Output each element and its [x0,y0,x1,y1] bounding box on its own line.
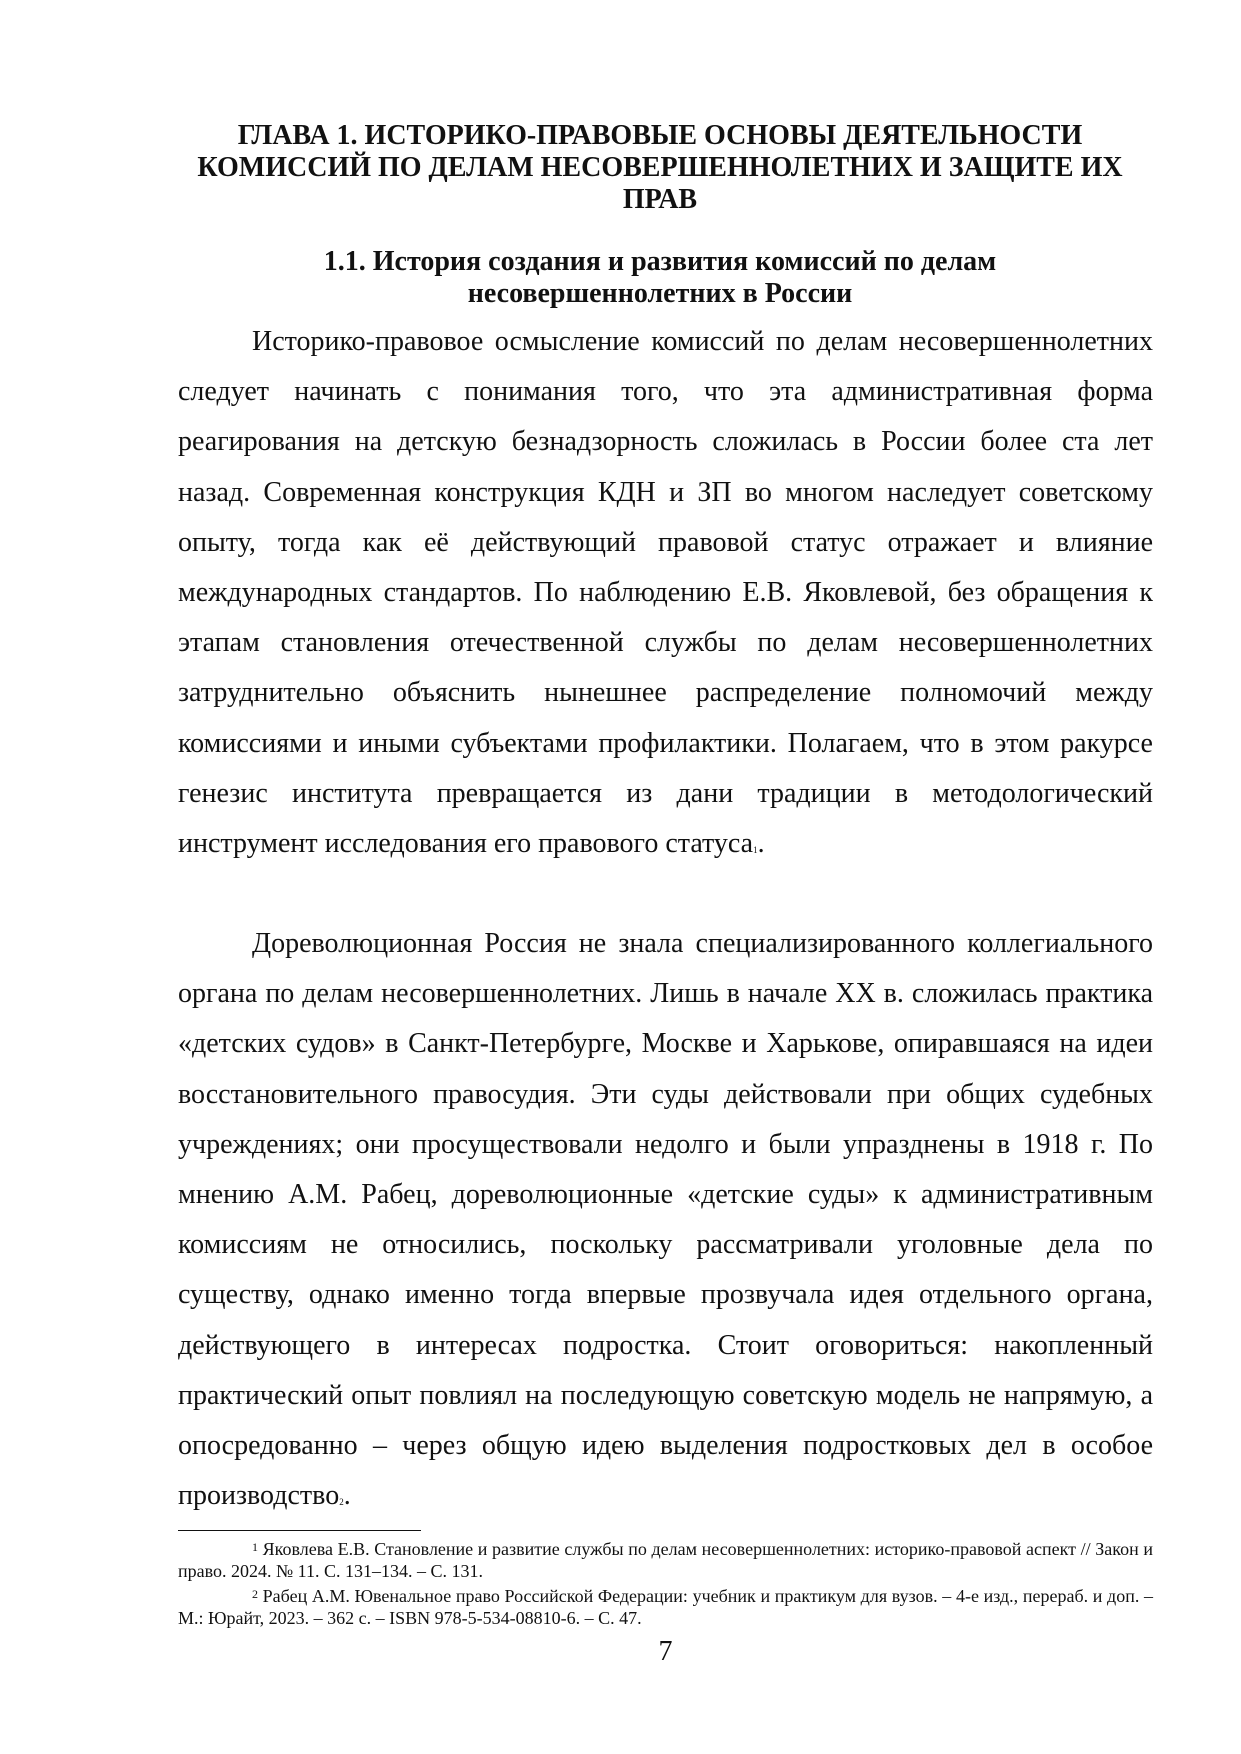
footnote [178,1585,1153,1629]
paragraph-text: Дореволюционная Россия не знала специализированного коллегиального органа по делам несовершеннолетних. Лишь в начале XX в. сложилась практика «детских судов» в Санкт-Петербурге, Москве и Харькове, опиравшаяся на идеи восстановительного правосудия. Эти суды действовали при общих судебных учреждениях; они просуществовали недолго и были упразднены в 1918 г. По мнению А.М. Рабец, дореволюционные «детские суды» к административным комиссиям не относились, поскольку рассматривали уголовные дела по существу, однако именно тогда впервые прозвучала идея отдельного органа, действующего в интересах подростка. Стоит оговориться: накопленный практический опыт повлиял на последующую советскую модель не напрямую, а опосредованно – через общую идею выделения подростковых дел в особое производство [178,928,1153,1512]
paragraph-text: Историко-правовое осмысление комиссий по делам несовершеннолетних следует начинать с понимания того, что эта административная форма реагирования на детскую безнадзорность сложилась в России более ста лет назад. Современная конструкция КДН и ЗП во многом наследует советскому опыту, тогда как её действующий правовой статус отражает и влияние международных стандартов. По наблюдению Е.В. Яковлевой, без обращения к этапам становления отечественной службы по делам несовершеннолетних затруднительно объяснить нынешнее распределение полномочий между комиссиями и иными субъектами профилактики. Полагаем, что в этом ракурсе генезис института превращается из дани традиции в методологический инструмент исследования его правового статуса [178,326,1153,860]
section-title-line-2: несовершеннолетних в России [467,278,853,309]
body-paragraph [178,919,1153,1521]
section-title [240,246,1080,310]
footnote-text: Рабец А.М. Ювенальное право Российской Федерации: учебник и практикум для вузов. – 4-е изд., перераб. и доп. – М.: Юрайт, 2023. – 362 с. – ISBN 978-5-534-08810-6. – С. 47. [178,1586,1153,1628]
footnote-number: 1 [252,1540,258,1554]
footnote-reference[interactable]: 2 [339,1497,344,1508]
paragraph-end: . [343,1480,351,1512]
chapter-title: ГЛАВА 1. ИСТОРИКО-ПРАВОВЫЕ ОСНОВЫ ДЕЯТЕЛЬНОСТИ КОМИССИЙ ПО ДЕЛАМ НЕСОВЕРШЕННОЛЕТНИХ И ЗАЩИТЕ ИХ ПРАВ [197,120,1123,215]
section-title-line-1: 1.1. История создания и развития комиссий по делам [323,246,997,277]
page-number: 7 [658,1636,673,1667]
body-paragraph [178,317,1153,869]
paragraph-end: . [757,828,765,860]
footnote-text: Яковлева Е.В. Становление и развитие службы по делам несовершеннолетних: историко-правовой аспект // Закон и право. 2024. № 11. С. 131–134. – С. 131. [178,1539,1153,1581]
footnote-number: 2 [252,1587,258,1601]
footnote [178,1538,1153,1582]
footnote-separator [178,1530,421,1531]
footnote-reference[interactable]: 1 [753,845,758,856]
